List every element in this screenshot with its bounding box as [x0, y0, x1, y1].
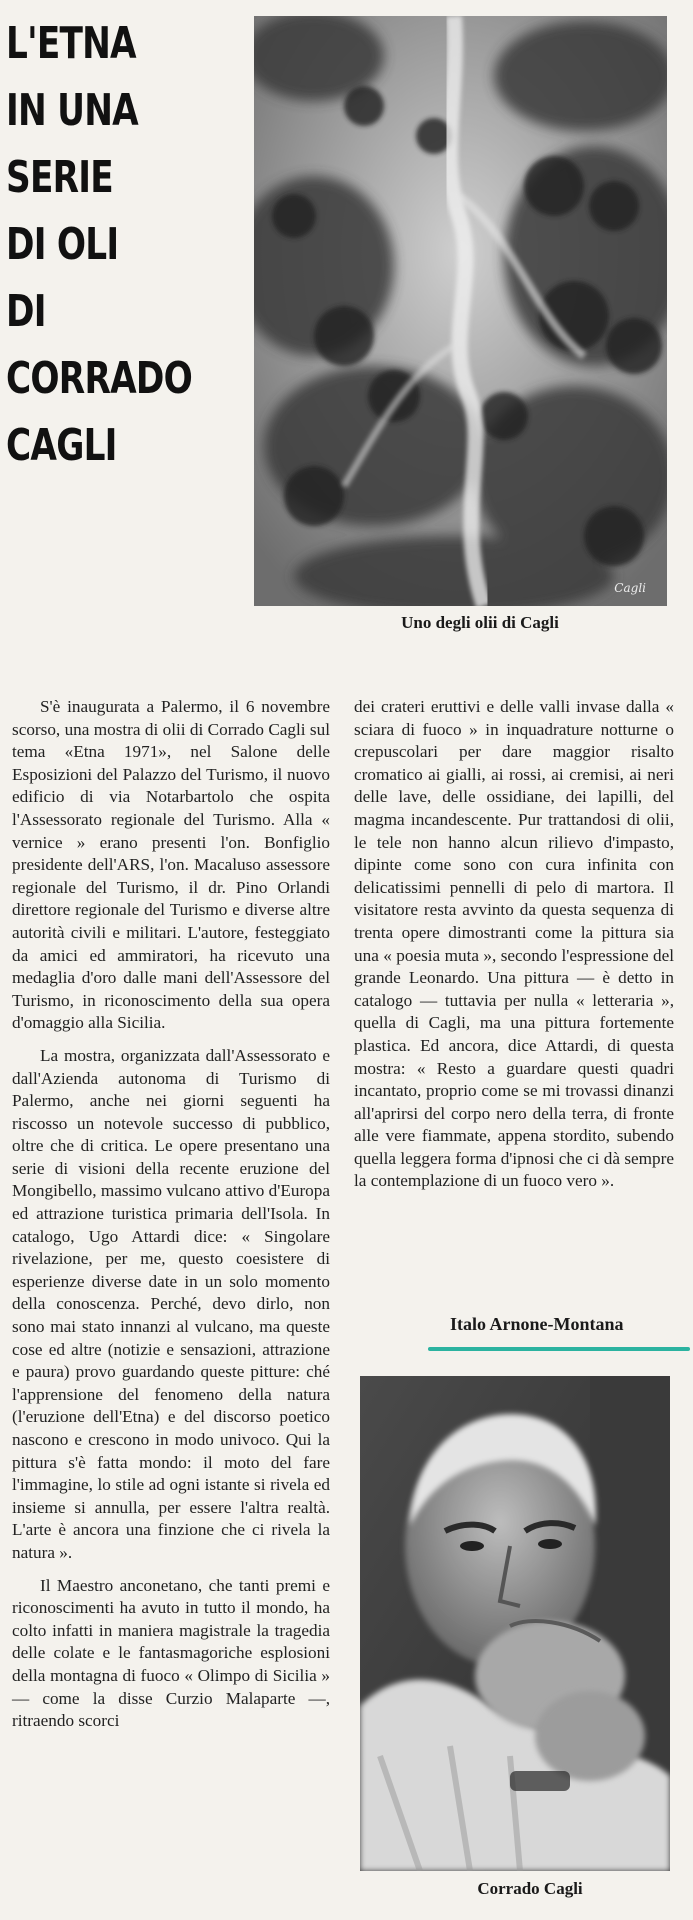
- painting-image: [254, 16, 667, 606]
- painting-caption: Uno degli olii di Cagli: [401, 613, 559, 632]
- article-paragraph: S'è inaugurata a Palermo, il 6 novembre scorso, una mostra di olii di Corrado Cagli sul tema «Etna 1971», nel Salone delle Esposizioni del Palazzo del Turismo, il nuovo edificio di via Notarbartolo che ospita l'Assessorato regionale del Turismo. Alla « vernice » erano presenti l'on. Bonfiglio presidente dell'ARS, l'on. Macaluso assessore regionale del Turismo, il dr. Pino Orlandi direttore regionale del Turismo e diverse altre autorità civili e militari. L'autore, festeggiato da amici ed ammiratori, ha ricevuto una medaglia d'oro dalle mani dell'Assessore del Turismo, in riconoscimento della sua opera d'omaggio alla Sicilia.: [12, 697, 330, 1033]
- headline-line: SERIE: [6, 152, 113, 203]
- article-paragraph: La mostra, organizzata dall'Assessorato e dall'Azienda autonoma di Turismo di Palermo, anche nei giorni seguenti ha riscosso un notevole successo di pubblico, oltre che di critica. Le opere presentano una serie di visioni della recente eruzione del Mongibello, massimo vulcano attivo d'Europa ed attrazione turistica primaria dell'Isola. In catalogo, Ugo Attardi dice: « Singolare rivelazione, per me, questo coesistere di esperienze diverse date in un solo momento della conoscenza. Perché, devo dirlo, non sono mai stato innanzi al vulcano, ma queste cose ed altre (notizie e sensazioni, attrazione e paura) provo guardando queste pitture: ché l'apprensione del fenomeno della natura (l'eruzione dell'Etna) e del discorso poetico nascono e crescono in modo univoco. Qui la pittura s'è fatta mondo: il moto del fare l'immagine, lo stile ad ogni istante si rivela ed insieme si annulla, per essere l'altra realtà. L'arte è ancora una finzione che ci rivela la natura ».: [12, 1045, 330, 1562]
- headline-line: DI: [6, 286, 46, 337]
- painting-artwork: [254, 16, 667, 606]
- headline-line: DI OLI: [6, 219, 119, 270]
- article-column-right: [354, 696, 674, 1203]
- headline-line: CORRADO: [6, 353, 192, 404]
- headline-line: CAGLI: [6, 420, 117, 471]
- painting-signature: Cagli: [614, 581, 646, 595]
- headline-line: IN UNA: [6, 85, 138, 136]
- portrait-image: [360, 1376, 670, 1871]
- article-paragraph: dei crateri eruttivi e delle valli invase dalla « sciara di fuoco » in inquadrature notturne o crepuscolari per dare maggior risalto cromatico ai gialli, ai rossi, ai cremisi, ai neri delle lave, delle ossidiane, dei lapilli, del magma incandescente. Pur trattandosi di olii, le tele non hanno alcun rilievo d'impasto, dipinte come sono con cura infinita con delicatissimi pennelli di pelo di martora. Il visitatore resta avvinto da questa sequenza di trenta opere dimostranti come la pittura sia una « poesia muta », secondo l'espressione del grande Leonardo. Una pittura — è detto in catalogo — tuttavia per nulla « letteraria », quella di Cagli, ma una pittura fortemente plastica. Ed ancora, dice Attardi, di questa mostra: « Resto a guardare questi quadri incantato, proprio come se mi trovassi dinanzi all'aprirsi del corpo nero della terra, di fronte alle vere fiammate, appena stordito, subendo quella leggera forma d'ipnosi che ci dà sempre la contemplazione di un fuoco vero ».: [354, 697, 674, 1191]
- divider-rule: [428, 1347, 690, 1351]
- article-column-left: [12, 696, 330, 1743]
- portrait-caption: Corrado Cagli: [477, 1879, 583, 1898]
- headline-line: L'ETNA: [6, 18, 136, 69]
- portrait-photo: [360, 1376, 670, 1871]
- article-paragraph: Il Maestro anconetano, che tanti premi e riconoscimenti ha avuto in tutto il mondo, ha colto infatti in maniera magistrale la tragedia delle colate e le fantasmagoriche esplosioni della montagna di fuoco « Olimpo di Sicilia » — come la disse Curzio Malaparte —, ritraendo scorci: [12, 1575, 330, 1731]
- headline: [6, 10, 193, 479]
- author-signature: Italo Arnone-Montana: [450, 1314, 624, 1334]
